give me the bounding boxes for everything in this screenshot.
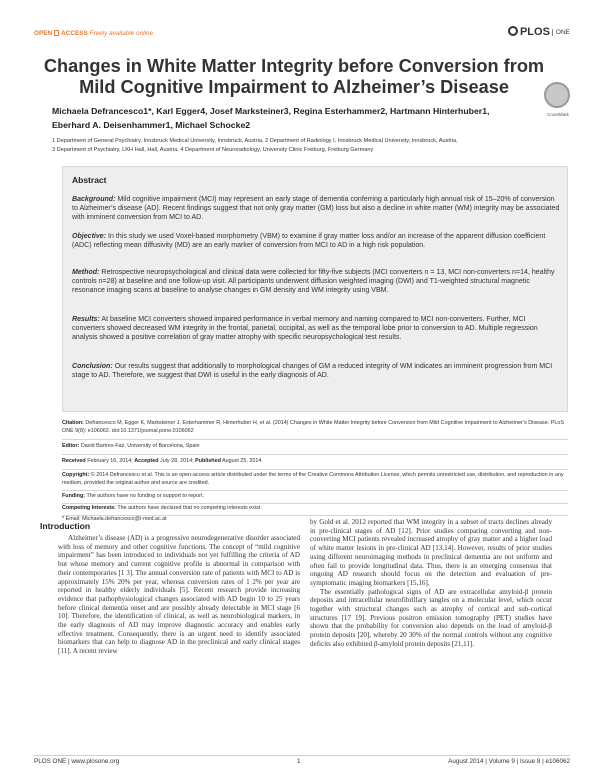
abstract-section-text: Mild cognitive impairment (MCI) may represent an early stage of dementia conferring a particularly high annual risk of 15–20% of conversion to Alzheimer’s disease (AD). Recent findings suggest that not only gray matter (GM) loss but also a decline in white matter (WM) integrity may be associated with imminent conversion from MCI to AD.: [72, 196, 560, 222]
abstract-background: [72, 195, 560, 223]
citation-label: Citation:: [62, 420, 84, 426]
copyright-text: © 2014 Defrancesco et al. This is an open-access article distributed under the terms of the Creative Commons Attribution License, which permits unrestricted use, distribution, and reproduction in any medium, provided the original author and source are credited.: [62, 472, 564, 486]
author-line: Eberhard A. Deisenhammer1, Michael Schocke2: [52, 120, 251, 130]
accepted-label: Accepted: [134, 458, 159, 464]
body-paragraph: by Gold et al. 2012 reported that WM integrity in a subset of tracts declines already in pre-clinical stages of AD [12]. Prior studies comparing converting and non-converting MCI patients revealed increased atrophy of gray matter and a higher load of white matter lesions in pre-clinical AD [13,14]. However, results of prior studies using different neuroimaging methods in preclinical dementia are not uniform and often fail to provide longitudinal data. Thus, there is an emerging consensus that ongoing AD research should focus on the detection and evaluation of pre-symptomatic imaging biomarkers [15,16].: [310, 518, 552, 587]
funding-block: [62, 493, 568, 501]
plos-logo-text: PLOS: [519, 26, 550, 38]
abstract-heading: Abstract: [72, 175, 107, 185]
received-date: February 16, 2014;: [87, 458, 133, 464]
funding-label: Funding:: [62, 493, 86, 499]
open-label: OPEN: [34, 30, 53, 37]
published-label: Published: [195, 458, 221, 464]
abstract-conclusion: [72, 362, 560, 380]
published-date: August 25, 2014: [222, 458, 262, 464]
freely-available-label: Freely available online: [89, 30, 154, 37]
email-text: * Email: Michaela.defrancesco@i-med.ac.at: [62, 516, 167, 522]
abstract-section-label: Background:: [72, 196, 116, 203]
plos-logo-icon: [508, 26, 518, 36]
plos-logo-suffix: ONE: [552, 29, 570, 36]
editor-label: Editor:: [62, 443, 80, 449]
abstract-section-text: Retrospective neuropsychological and clinical data were collected for fifty-five subjects (MCI converters n = 13, MCI non-converters n=14, healthy controls n=28) at baseline and one follow-up visit. All participants underwent diffusion weighted imaging (DWI) and T1-weighted structural magnetic resonance imaging scans at baseline to analyse changes in GM density and WM integrity using VBM.: [72, 269, 555, 295]
divider: [62, 439, 568, 440]
crossmark-icon[interactable]: [544, 82, 570, 108]
citation-block: [62, 420, 568, 435]
interests-label: Competing Interests:: [62, 505, 116, 511]
article-title: Changes in White Matter Integrity before Conversion from Mild Cognitive Impairment to Alzheimer’s Disease: [43, 56, 545, 97]
body-paragraph: Alzheimer’s disease (AD) is a progressive neurodegenerative disorder associated with loss of memory and other cognitive functions. The concept of “mild cognitive impairment” has been introduced to individuals not yet fulfilling the criteria of AD but whose memory and current cognitive profile is abnormal in comparison with their contemporaries [1 3]. The annual conversion rate of patients with MCI to AD is approximately 15% 20% per year, whereas conversion rates of 1 2% per year are reported in healthy elderly individuals [5]. Recent research provide increasing evidence that pathophysiological changes associated with AD begin 10 to 25 years before clinical dementia onset and are possibly already detectable in MCI stage [6 10]. Therefore, the identification of clinical, as well as neurobiological markers, in the early diagnosis of AD may improve diagnostic accuracy and enables early effective treatment. Consequently, there is an urgent need to identify associated biomarkers that can help to diagnose AD in the preclinical and early clinical stages [11]. A recent review: [58, 534, 300, 656]
plos-one-logo: [508, 26, 570, 38]
abstract-section-label: Conclusion:: [72, 363, 113, 370]
introduction-left-column: [58, 534, 300, 656]
open-lock-icon: [54, 30, 59, 36]
abstract-objective: [72, 232, 560, 250]
open-access-banner: [34, 30, 153, 37]
abstract-section-text: At baseline MCI converters showed impaired performance in verbal memory and naming compared to MCI non-converters. Further, MCI converters showed decreased WM integrity in the frontal, parietal, occipital, as well as the temporal lobe prior to conversion to AD. Multiple regression analysis showed a positive correlation of gray matter atrophy with specific neuropsychological test results.: [72, 316, 538, 342]
abstract-results: [72, 315, 560, 343]
abstract-section-label: Results:: [72, 316, 100, 323]
affiliations: [52, 137, 572, 154]
footer-divider: [34, 755, 570, 756]
page-number: 1: [297, 758, 301, 765]
divider: [62, 469, 568, 470]
body-paragraph: The essentially pathological signs of AD are extracellular amyloid-β protein deposits and intracellular neurofibrillary tangles on a molecular level, which occur together with structural changes such as atrophy of cortical and sub-cortical structures [17 19]. Previous positron emission tomography (PET) studies have shown that the probability for conversion also depends on the load of amyloid-β protein deposits [20], whereby 20 30% of the normal controls without any cognitive deficits also exhibited β-amyloid protein deposits [21,11].: [310, 587, 552, 648]
crossmark-label: CrossMark: [547, 112, 569, 117]
introduction-heading: Introduction: [40, 521, 91, 531]
abstract-section-text: Our results suggest that additionally to morphological changes of GM a reduced integrity of WM indicates an imminent progression from MCI stage to AD. Therefore, we suggest that DWI is useful in the early diagnosis of AD.: [72, 363, 553, 380]
footer-journal[interactable]: PLOS ONE | www.plosone.org: [34, 758, 120, 765]
copyright-label: Copyright:: [62, 472, 90, 478]
abstract-section-label: Objective:: [72, 233, 107, 240]
access-label: ACCESS: [61, 30, 88, 37]
introduction-right-column: [310, 518, 552, 649]
dates-block: [62, 458, 568, 466]
editor-text: David Bartres-Faz, University of Barcelona, Spain: [80, 443, 200, 449]
received-label: Received: [62, 458, 86, 464]
citation-text: Defrancesco M, Egger K, Marksteiner J, Esterhammer R, Hinterhuber H, et al. (2014) Changes in White Matter Integrity before Conversion from Mild Cognitive Impairment to Alzheimer’s Disease. PLoS ONE 9(8): e106062. doi:10.1371/journal.pone.0106062: [62, 420, 564, 434]
editor-block: [62, 443, 568, 451]
interests-block: [62, 505, 568, 513]
abstract-section-label: Method:: [72, 269, 100, 276]
abstract-method: [72, 268, 560, 296]
divider: [62, 490, 568, 491]
journal-header: [34, 26, 570, 42]
interests-text: The authors have declared that no competing interests exist.: [117, 505, 262, 511]
abstract-section-text: In this study we used Voxel-based morphometry (VBM) to examine if gray matter loss and/or an increase of the apparent diffusion coefficient (ADC) reflecting mean diffusivity (MD) are an early marker of conversion from MCI to AD in a high risk population.: [72, 233, 546, 250]
divider: [62, 454, 568, 455]
abstract-box: [62, 166, 568, 412]
funding-text: The authors have no funding or support to report.: [86, 493, 204, 499]
author-line: Michaela Defrancesco1*, Karl Egger4, Josef Marksteiner3, Regina Esterhammer2, Hartmann Hinterhuber1,: [52, 106, 490, 116]
author-list: [52, 104, 542, 132]
affiliation-line: 3 Department of Psychiatry, LKH Hall, Hall, Austria, 4 Department of Neuroradiology, University Clinic Freiburg, Freiburg Germany: [52, 146, 374, 153]
divider: [62, 503, 568, 504]
copyright-block: [62, 472, 568, 487]
affiliation-line: 1 Department of General Psychiatry, Innsbruck Medical University, Innsbruck, Austria, 2 Department of Radiology I, Innsbruck Medical University, Innsbruck, Austria,: [52, 138, 458, 144]
footer-issue: August 2014 | Volume 9 | Issue 8 | e106062: [448, 758, 570, 765]
accepted-date: July 28, 2014;: [160, 458, 194, 464]
